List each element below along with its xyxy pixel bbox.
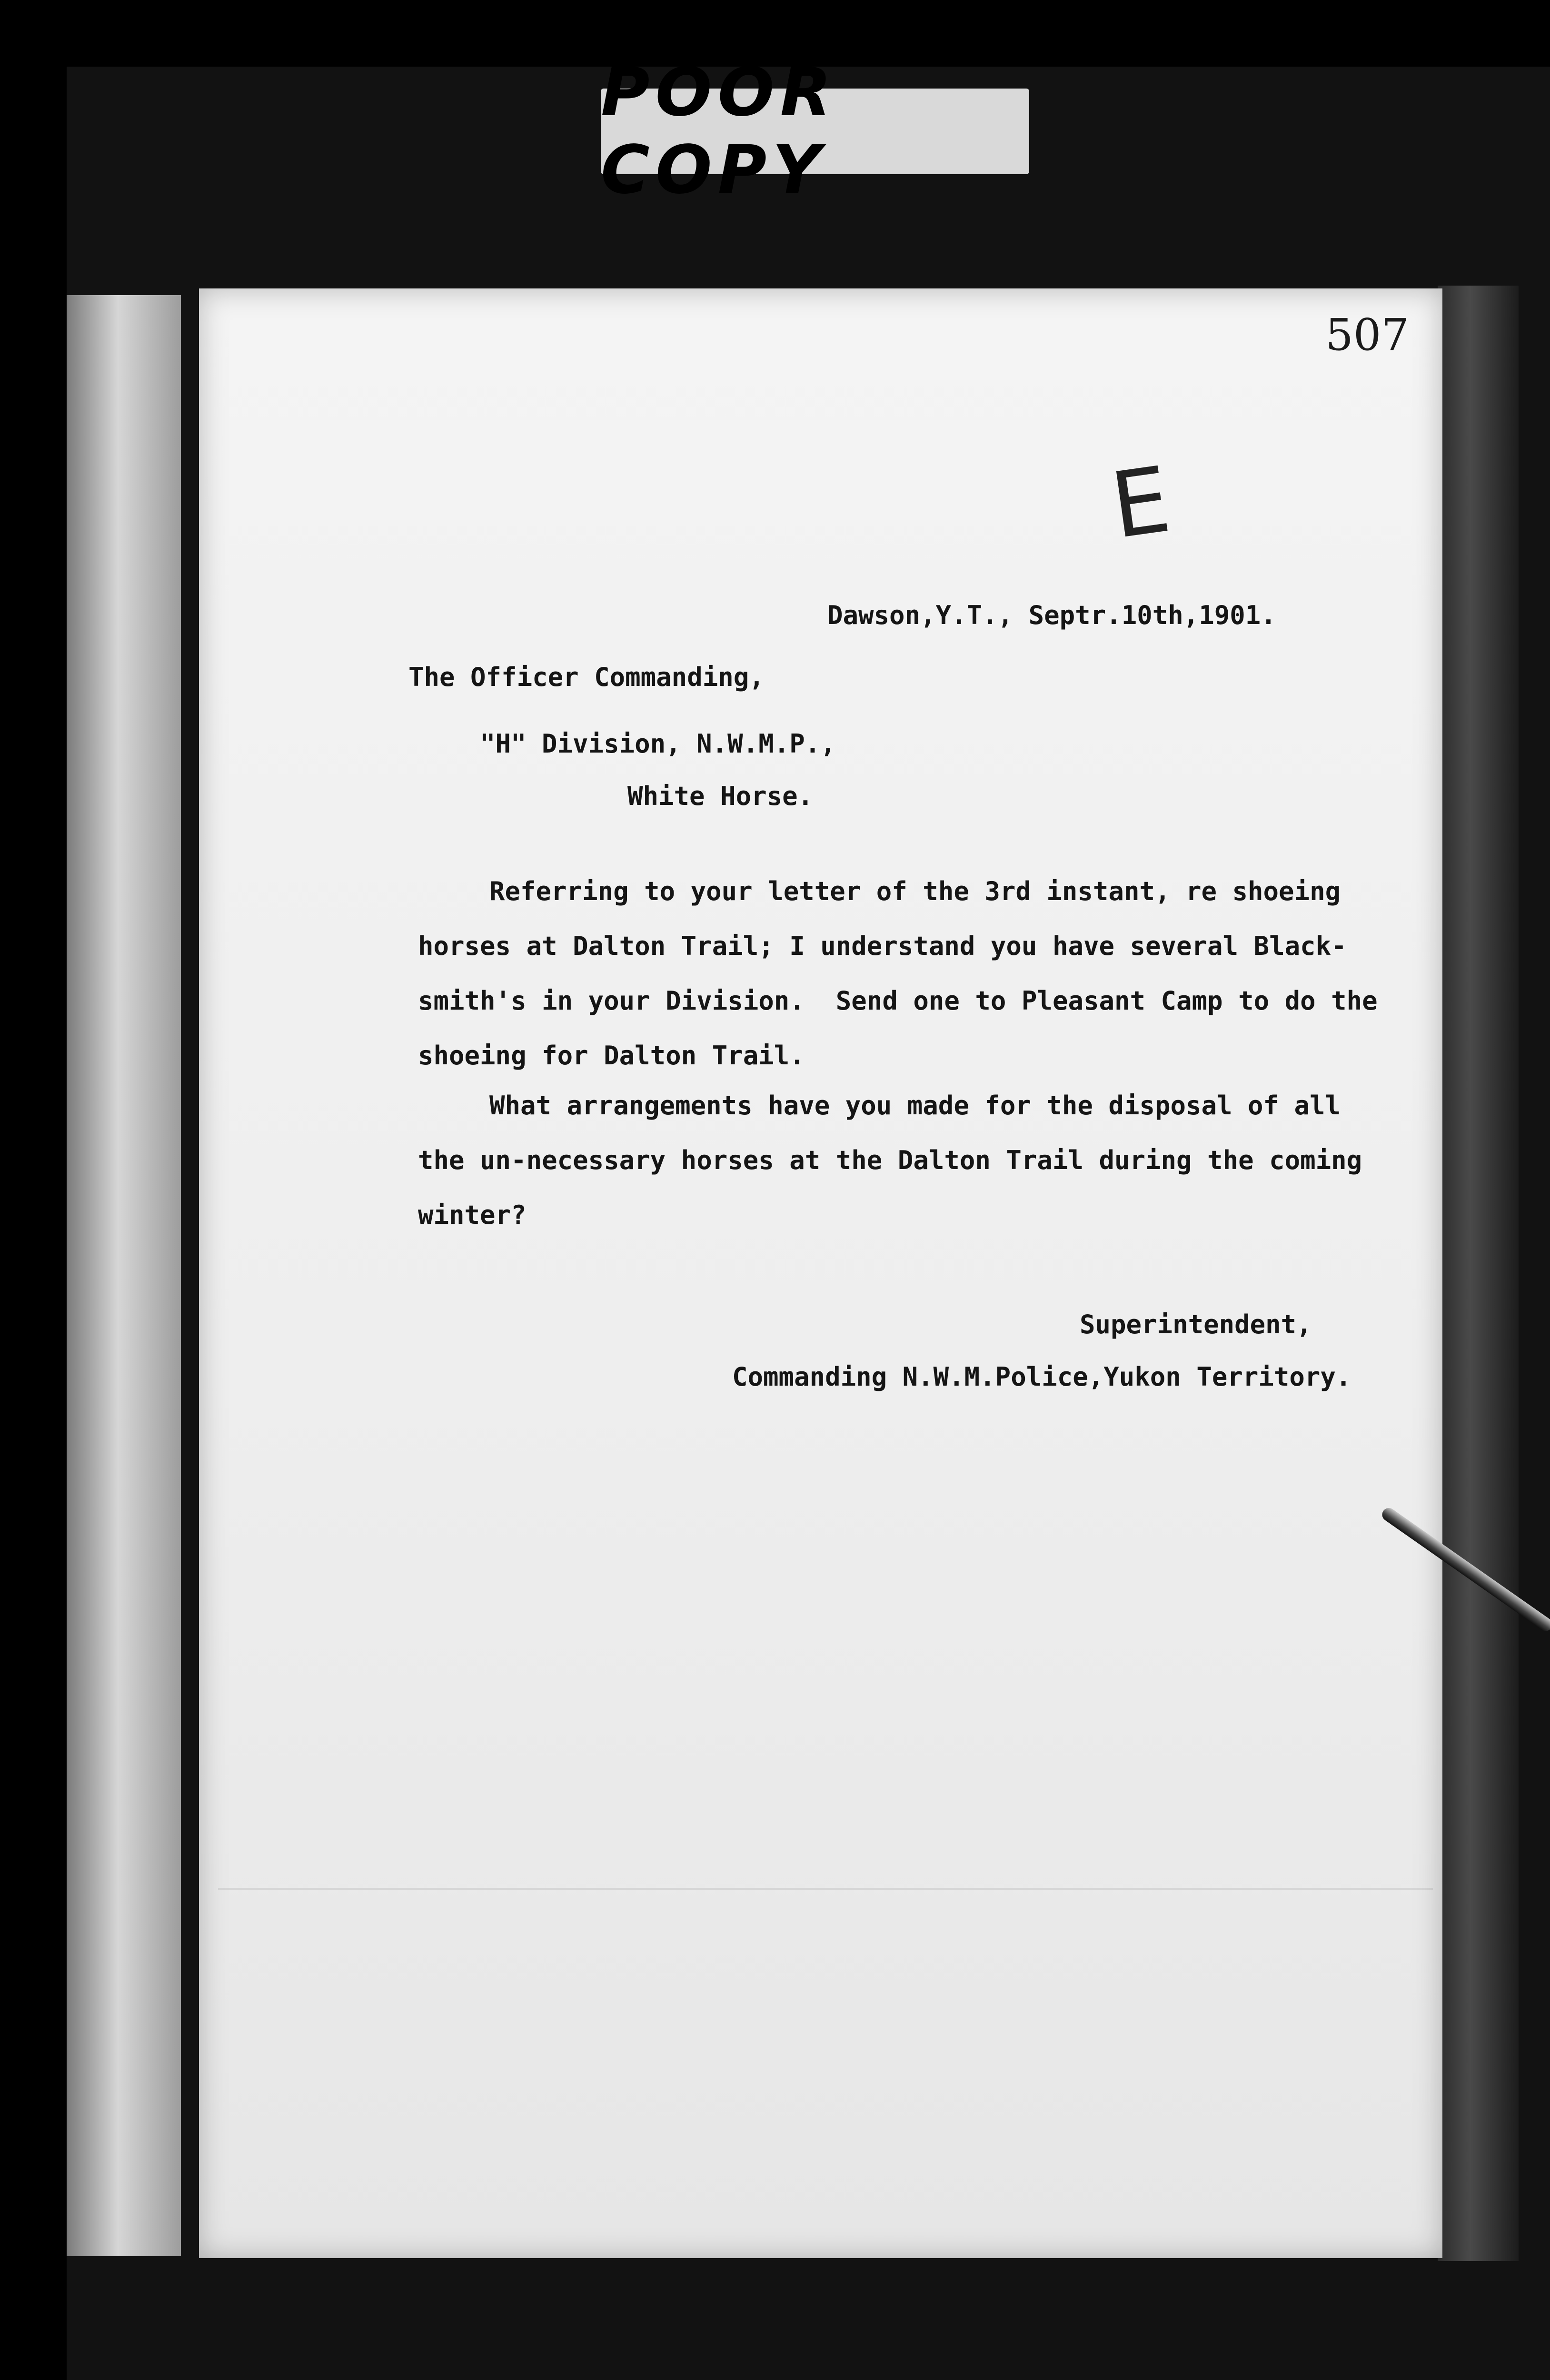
signature-command: Commanding N.W.M.Police,Yukon Territory.: [732, 1362, 1351, 1392]
body-line: horses at Dalton Trail; I understand you have several Black-: [418, 931, 1347, 961]
previous-page-edge: [67, 295, 181, 2256]
body-line: smith's in your Division. Send one to Pleasant Camp to do the: [418, 986, 1378, 1016]
date-line: Dawson,Y.T., Septr.10th,1901.: [827, 600, 1276, 630]
body-line: the un-necessary horses at the Dalton Trail during the coming: [418, 1145, 1362, 1175]
body-line: shoeing for Dalton Trail.: [418, 1041, 805, 1071]
letter-page: [199, 288, 1442, 2258]
addressee-line-1: The Officer Commanding,: [408, 662, 765, 692]
body-line: winter?: [418, 1200, 527, 1230]
addressee-line-2: "H" Division, N.W.M.P.,: [480, 729, 836, 759]
margin-mark: E: [1105, 446, 1176, 559]
page-fold-line: [218, 1888, 1433, 1890]
body-line: What arrangements have you made for the disposal of all: [489, 1091, 1341, 1121]
addressee-line-3: White Horse.: [627, 781, 814, 811]
poor-copy-tag: POOR COPY: [601, 89, 1029, 174]
signature-title: Superintendent,: [1080, 1309, 1312, 1339]
body-line: Referring to your letter of the 3rd instant, re shoeing: [489, 876, 1341, 906]
book-spine-edge: [1438, 286, 1519, 2261]
page-number: 507: [1325, 309, 1409, 360]
